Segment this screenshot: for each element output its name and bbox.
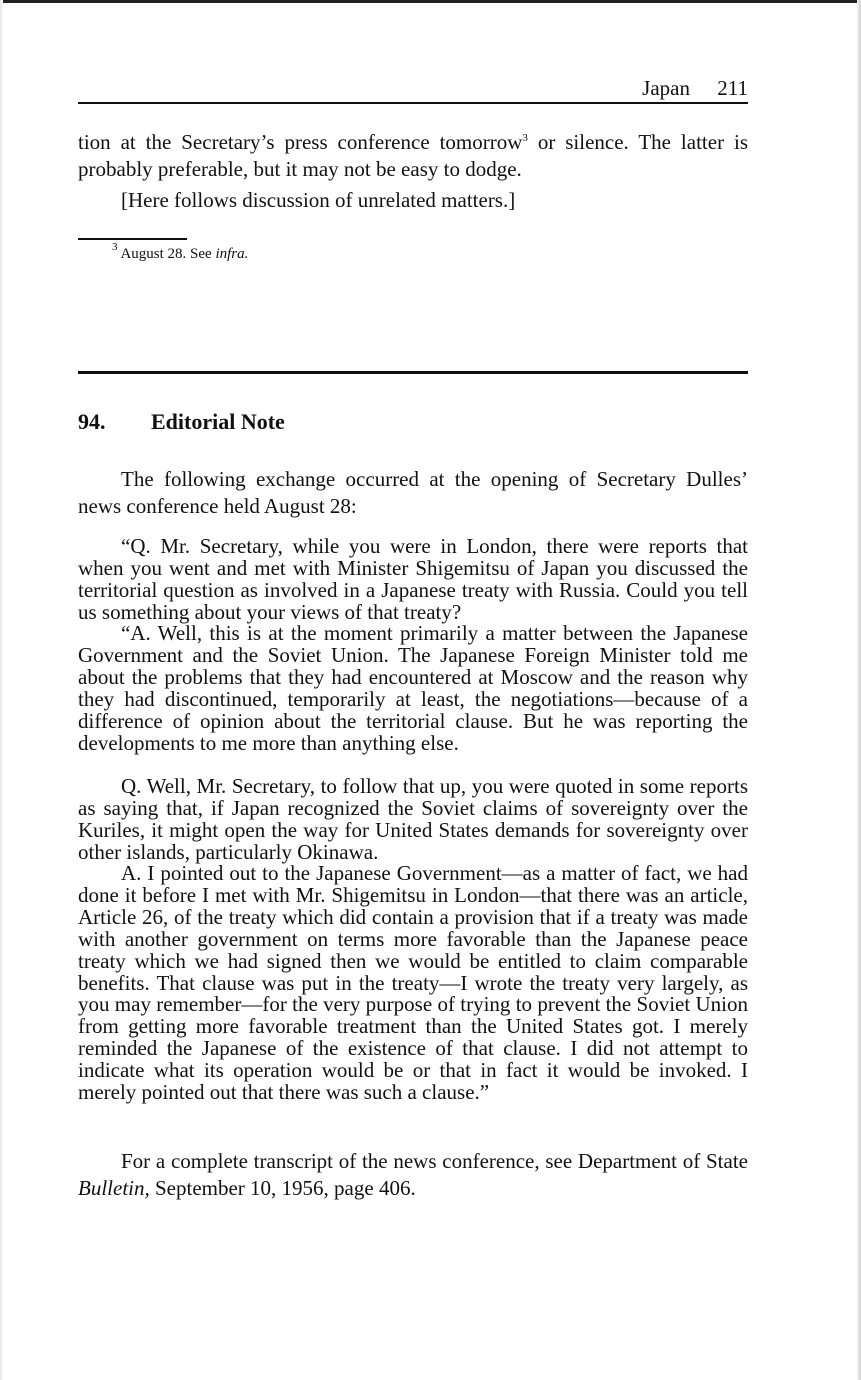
omission-note: [Here follows discussion of unrelated matters.] <box>121 188 516 212</box>
section-number: 94. <box>78 409 106 434</box>
closing-text-end: September 10, 1956, page 406. <box>149 1175 416 1200</box>
footnote-italic: infra. <box>215 246 249 262</box>
footnote-reference: 3 <box>522 132 528 144</box>
footnote <box>112 241 249 263</box>
section-title: Editorial Note <box>151 409 285 434</box>
bulletin-title: Bulletin, <box>78 1175 150 1200</box>
running-header <box>78 76 748 104</box>
exchange-answer-1: “A. Well, this is at the moment primarily a matter between the Japanese Government and the Soviet Union. The Japanese Foreign Minister told me about the problems that they had encountered at Moscow and the reason why they had discontinued, temporarily at least, the negotiations—because of a difference of opinion about the territorial clause. But he was reporting the developments to me more than anything else. <box>78 621 748 755</box>
exchange-question-2: Q. Well, Mr. Secretary, to follow that up, you were quoted in some reports as saying that, if Japan recognized the Soviet claims of sovereignty over the Kuriles, it might open the way for United States demands for sovereignty over other islands, particularly Okinawa. <box>78 774 748 864</box>
exchange-answer-2: A. I pointed out to the Japanese Government—as a matter of fact, we had done it before I met with Mr. Shigemitsu in London—that there was an article, Article 26, of the treaty which did contain a provision that if a treaty was made with another government on terms more favorable than the Japanese peace treaty which we had signed then we would be entitled to claim comparable benefits. That clause was put in the treaty—I wrote the treaty very largely, as you may remember—for the very purpose of trying to prevent the Soviet Union from getting more favorable treatment than the United States got. I merely reminded the Japanese of the existence of that clause. I did not attempt to indicate what its operation would be or that in fact it would be invoked. I merely pointed out that there was such a clause.” <box>78 861 748 1105</box>
footnote-marker: 3 <box>112 241 118 253</box>
closing-paragraph <box>78 1148 748 1201</box>
page-right-edge <box>857 0 861 1380</box>
continuation-text-end: or silence. The latter is probably preferable, but it may not be easy to dodge. <box>78 130 748 181</box>
continuation-text: tion at the Secretary’s press conference tomorrow <box>78 130 523 154</box>
page-top-edge <box>0 0 861 3</box>
page-number: 211 <box>717 76 748 100</box>
footnote-text: August 28. See <box>120 246 216 262</box>
exchange-question-1: “Q. Mr. Secretary, while you were in London, there were reports that when you went and met with Minister Shigemitsu of Japan you discussed the territorial question as involved in a Japanese treaty with Russia. Could you tell us something about your views of that treaty? <box>78 534 748 624</box>
section-heading <box>78 409 285 435</box>
closing-text: For a complete transcript of the news conference, see Department of State <box>121 1149 748 1173</box>
footnote-rule <box>78 238 187 240</box>
continuation-paragraph <box>78 129 748 182</box>
section-rule <box>78 371 748 374</box>
running-title: Japan <box>642 76 690 100</box>
intro-paragraph: The following exchange occurred at the opening of Secretary Dulles’ news conference held August 28: <box>78 467 748 518</box>
page-left-edge <box>0 0 3 1380</box>
